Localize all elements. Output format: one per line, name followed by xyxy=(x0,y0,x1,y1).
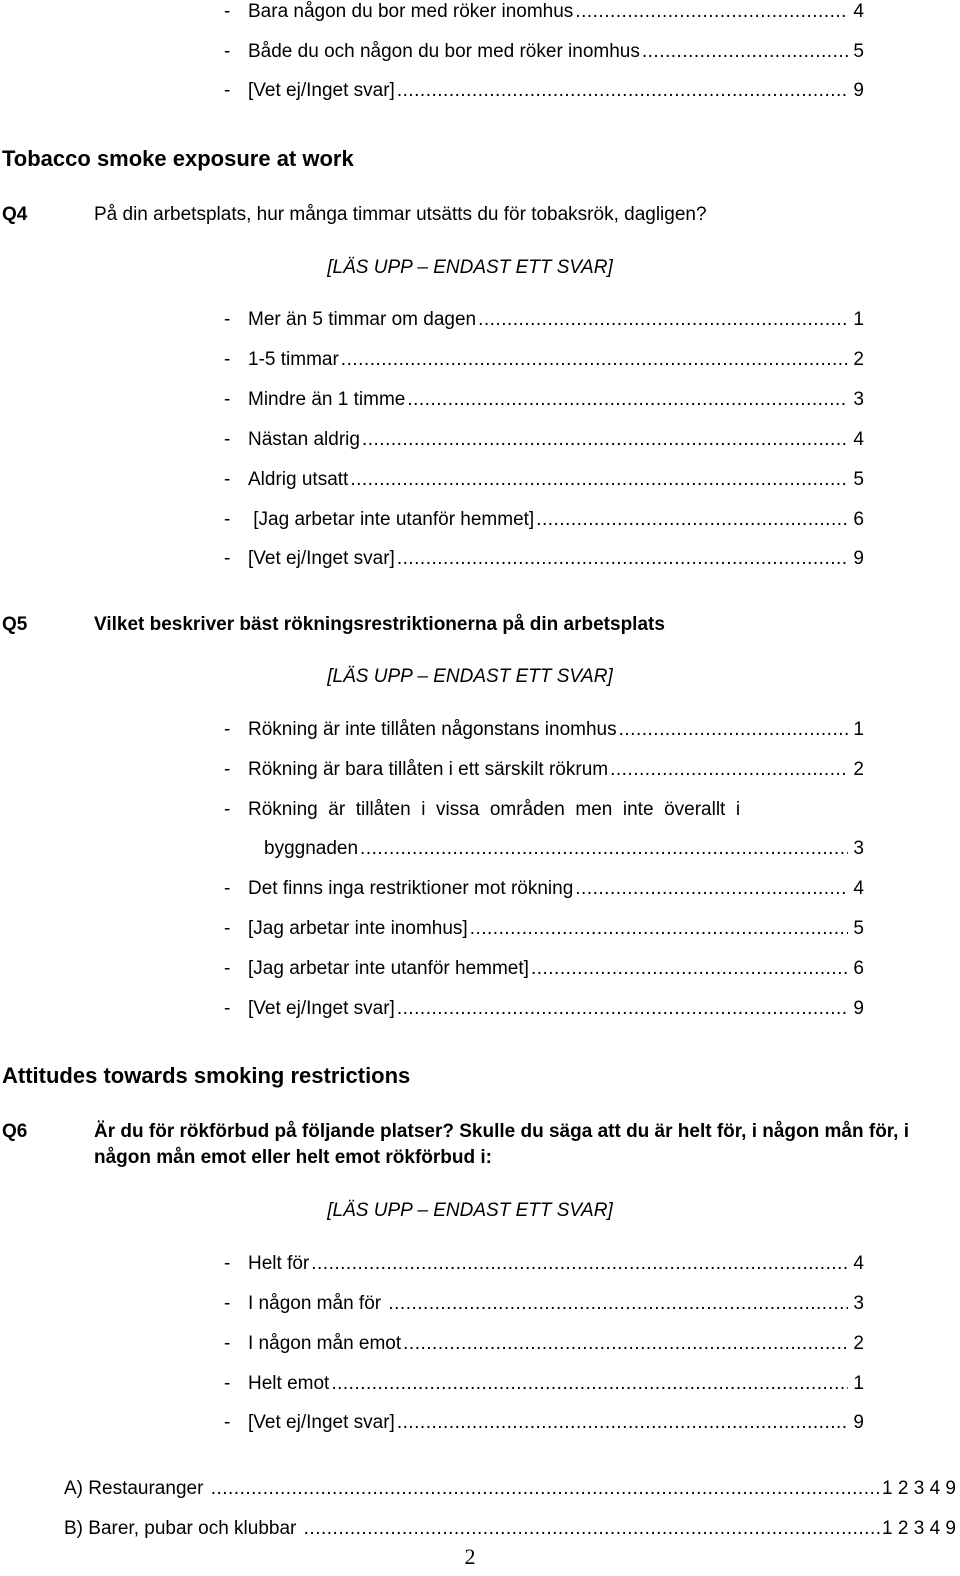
leader-dots xyxy=(397,547,848,571)
option-text: Mer än 5 timmar om dagen xyxy=(248,309,477,330)
leader-dots xyxy=(362,428,848,452)
section-heading-work: Tobacco smoke exposure at work xyxy=(2,146,354,171)
option-code: 5 xyxy=(853,918,864,939)
leader-dots xyxy=(397,1411,848,1435)
option-text: 1-5 timmar xyxy=(248,349,339,370)
option-row xyxy=(224,1252,864,1276)
option-text: I någon mån för xyxy=(248,1293,387,1314)
dash: - xyxy=(224,958,231,979)
dash: - xyxy=(224,469,231,490)
option-row xyxy=(224,508,864,532)
item-codes: 1 2 3 4 9 xyxy=(882,1518,956,1539)
option-row xyxy=(224,718,864,742)
option-text: [Vet ej/Inget svar] xyxy=(248,1412,395,1433)
option-code: 9 xyxy=(853,1412,864,1433)
option-row xyxy=(224,1292,864,1316)
option-text: Aldrig utsatt xyxy=(248,469,349,490)
option-text: Nästan aldrig xyxy=(248,429,360,450)
option-code: 4 xyxy=(853,1,864,22)
option-row xyxy=(224,468,864,492)
option-row xyxy=(224,547,864,571)
option-row xyxy=(224,798,864,822)
leader-dots xyxy=(610,758,848,782)
option-text: Det finns inga restriktioner mot rökning xyxy=(248,878,574,899)
leader-dots xyxy=(403,1332,848,1356)
dash: - xyxy=(224,80,231,101)
leader-dots xyxy=(536,508,848,532)
option-code: 1 xyxy=(853,719,864,740)
option-text: Både du och någon du bor med röker inomhus xyxy=(248,41,640,62)
option-row xyxy=(224,1411,864,1435)
dash: - xyxy=(224,1293,231,1314)
question-text-line-2: någon mån emot eller helt emot rökförbud i: xyxy=(94,1147,492,1168)
item-row xyxy=(64,1477,956,1501)
option-text: Rökning är bara tillåten i ett särskilt rökrum xyxy=(248,759,609,780)
leader-dots xyxy=(531,957,848,981)
dash: - xyxy=(224,509,231,530)
option-text: I någon mån emot xyxy=(248,1333,402,1354)
option-code: 9 xyxy=(853,548,864,569)
leader-dots xyxy=(407,388,848,412)
leader-dots xyxy=(575,877,848,901)
option-row xyxy=(224,40,864,64)
dash: - xyxy=(224,429,231,450)
option-code: 5 xyxy=(853,41,864,62)
option-text: Mindre än 1 timme xyxy=(248,389,406,410)
option-row xyxy=(224,308,864,332)
leader-dots xyxy=(397,79,848,103)
option-text: [Jag arbetar inte utanför hemmet] xyxy=(248,509,535,530)
option-text: Rökning är tillåten i vissa områden men inte överallt i xyxy=(248,799,741,820)
leader-dots xyxy=(397,997,848,1021)
leader-dots xyxy=(388,1292,848,1316)
dash: - xyxy=(224,1253,231,1274)
leader-dots xyxy=(350,468,848,492)
option-row-continued xyxy=(264,837,864,861)
page-number: 2 xyxy=(464,1544,476,1569)
option-row xyxy=(224,388,864,412)
dash: - xyxy=(224,349,231,370)
item-label: B) Barer, pubar och klubbar xyxy=(64,1518,302,1539)
leader-dots xyxy=(575,0,848,24)
option-row xyxy=(224,1332,864,1356)
option-text: Bara någon du bor med röker inomhus xyxy=(248,1,574,22)
dash: - xyxy=(224,878,231,899)
option-row xyxy=(224,758,864,782)
question-number: Q6 xyxy=(2,1121,28,1142)
leader-dots xyxy=(341,348,848,372)
option-text: [Vet ej/Inget svar] xyxy=(248,80,395,101)
leader-dots xyxy=(311,1252,848,1276)
dash: - xyxy=(224,759,231,780)
option-code: 2 xyxy=(853,1333,864,1354)
option-text: Helt för xyxy=(248,1253,310,1274)
option-code: 3 xyxy=(853,838,864,859)
dash: - xyxy=(224,548,231,569)
option-code: 6 xyxy=(853,958,864,979)
dash: - xyxy=(224,799,231,820)
leader-dots xyxy=(470,917,848,941)
leader-dots xyxy=(304,1517,880,1541)
option-row xyxy=(224,348,864,372)
instruction: [LÄS UPP – ENDAST ETT SVAR] xyxy=(327,666,613,687)
option-code: 3 xyxy=(853,389,864,410)
leader-dots xyxy=(619,718,848,742)
option-text: byggnaden xyxy=(264,838,359,859)
instruction: [LÄS UPP – ENDAST ETT SVAR] xyxy=(327,257,613,278)
option-row xyxy=(224,79,864,103)
option-code: 9 xyxy=(853,80,864,101)
option-row xyxy=(224,877,864,901)
option-text: [Vet ej/Inget svar] xyxy=(248,548,395,569)
leader-dots xyxy=(360,837,848,861)
option-code: 4 xyxy=(853,878,864,899)
option-code: 1 xyxy=(853,309,864,330)
option-text: [Jag arbetar inte inomhus] xyxy=(248,918,468,939)
dash: - xyxy=(224,1412,231,1433)
option-row xyxy=(224,997,864,1021)
question-number: Q5 xyxy=(2,614,28,635)
question-text: Vilket beskriver bäst rökningsrestriktionerna på din arbetsplats xyxy=(94,614,665,635)
section-heading-attitudes: Attitudes towards smoking restrictions xyxy=(2,1063,411,1088)
item-codes: 1 2 3 4 9 xyxy=(882,1478,956,1499)
dash: - xyxy=(224,719,231,740)
option-code: 9 xyxy=(853,998,864,1019)
option-text: Helt emot xyxy=(248,1373,330,1394)
option-row xyxy=(224,428,864,452)
instruction: [LÄS UPP – ENDAST ETT SVAR] xyxy=(327,1200,613,1221)
option-text: [Jag arbetar inte utanför hemmet] xyxy=(248,958,529,979)
leader-dots xyxy=(642,40,848,64)
option-row xyxy=(224,0,864,24)
option-row xyxy=(224,917,864,941)
dash: - xyxy=(224,1373,231,1394)
option-code: 1 xyxy=(853,1373,864,1394)
question-text-line-1: Är du för rökförbud på följande platser? Skulle du säga att du är helt för, i någon mån för, i xyxy=(94,1121,909,1142)
option-row xyxy=(224,1372,864,1396)
dash: - xyxy=(224,1333,231,1354)
option-code: 2 xyxy=(853,759,864,780)
option-code: 3 xyxy=(853,1293,864,1314)
item-row xyxy=(64,1517,956,1541)
dash: - xyxy=(224,389,231,410)
leader-dots xyxy=(211,1477,880,1501)
dash: - xyxy=(224,998,231,1019)
dash: - xyxy=(224,41,231,62)
option-code: 4 xyxy=(853,1253,864,1274)
option-code: 5 xyxy=(853,469,864,490)
option-code: 4 xyxy=(853,429,864,450)
option-row xyxy=(224,957,864,981)
option-text: Rökning är inte tillåten någonstans inomhus xyxy=(248,719,617,740)
dash: - xyxy=(224,1,231,22)
leader-dots xyxy=(331,1372,848,1396)
option-code: 2 xyxy=(853,349,864,370)
leader-dots xyxy=(478,308,848,332)
question-text: På din arbetsplats, hur många timmar utsätts du för tobaksrök, dagligen? xyxy=(94,204,707,225)
question-number: Q4 xyxy=(2,204,28,225)
dash: - xyxy=(224,918,231,939)
option-text: [Vet ej/Inget svar] xyxy=(248,998,395,1019)
item-label: A) Restauranger xyxy=(64,1478,209,1499)
option-code: 6 xyxy=(853,509,864,530)
dash: - xyxy=(224,309,231,330)
